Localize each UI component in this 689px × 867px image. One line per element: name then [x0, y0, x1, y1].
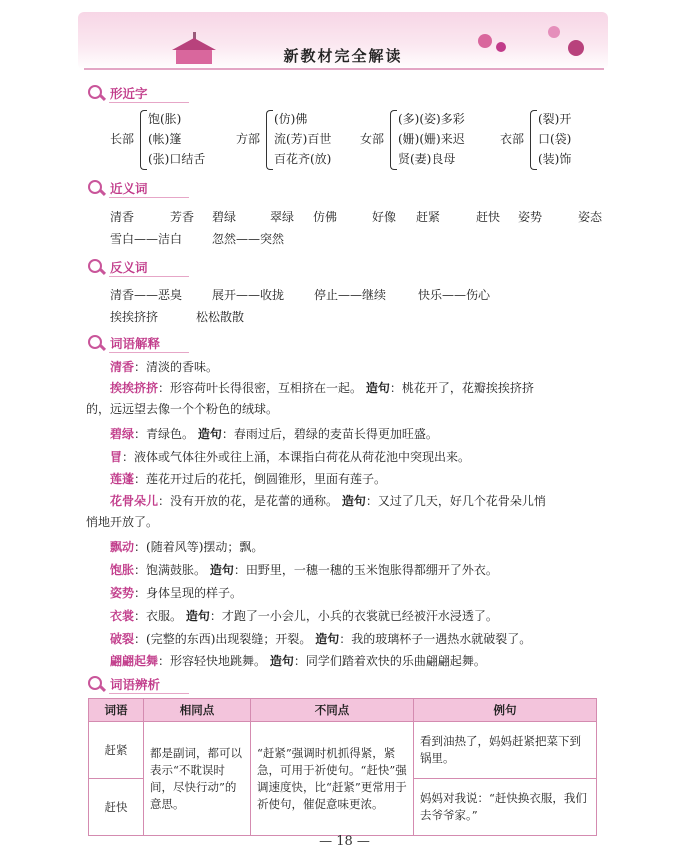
definition-entry: 姿势：身体呈现的样子。	[110, 586, 243, 600]
radical-label: 女部	[360, 132, 385, 146]
antonym-word: 挨挨挤挤	[110, 310, 159, 324]
definition-entry: 衣裳：衣服。 造句：才跑了一小会儿，小兵的衣裳就已经被汗水浸透了。	[110, 609, 498, 623]
definition-continuation: 的，远远望去像一个个粉色的绒球。	[86, 402, 279, 416]
word-item: 百花齐(放)	[274, 152, 332, 166]
section-heading-ciyujieshi: 词语解释	[86, 333, 160, 353]
column-header: 词语	[89, 699, 144, 722]
column-header: 例句	[414, 699, 597, 722]
synonym-pair: 忽然——突然	[212, 232, 285, 246]
definition-entry: 清香：清淡的香味。	[110, 360, 219, 374]
brace	[140, 110, 147, 170]
example-cell: 妈妈对我说：“赶快换衣服，我们去爷爷家。”	[414, 779, 597, 836]
definition-entry: 挨挨挤挤：形容荷叶长得很密，互相挤在一起。 造句：桃花开了，花瓣挨挨挤挤	[110, 381, 534, 395]
page-number: — 18 —	[319, 834, 370, 849]
magnifier-icon	[86, 83, 106, 103]
section-heading-ciyubianxi: 词语辨析	[86, 674, 160, 694]
section-heading-jinyici: 近义词	[86, 178, 148, 198]
brace	[390, 110, 397, 170]
synonym-word: 赶快	[476, 210, 501, 224]
word-item: (装)饰	[538, 152, 572, 166]
synonym-word: 好像	[372, 210, 397, 224]
balloon-decoration	[548, 26, 560, 38]
definition-entry: 飘动：(随着风等)摆动；飘。	[110, 540, 264, 554]
definition-entry: 破裂：(完整的东西)出现裂缝；开裂。 造句：我的玻璃杯子一遇热水就破裂了。	[110, 632, 532, 646]
brace	[530, 110, 537, 170]
definition-entry: 翩翩起舞：形容轻快地跳舞。 造句：同学们踏着欢快的乐曲翩翩起舞。	[110, 654, 486, 668]
synonym-word: 碧绿	[212, 210, 237, 224]
definition-entry: 花骨朵儿：没有开放的花，是花蕾的通称。 造句：又过了几天，好几个花骨朵儿悄	[110, 494, 546, 508]
radical-label: 衣部	[500, 132, 525, 146]
synonym-word: 仿佛	[313, 210, 338, 224]
example-cell: 看到油热了，妈妈赶紧把菜下到锅里。	[414, 722, 597, 779]
synonym-word: 清香	[110, 210, 135, 224]
synonym-word: 翠绿	[270, 210, 295, 224]
radical-label: 方部	[236, 132, 261, 146]
word-item: 贤(妻)良母	[398, 152, 456, 166]
word-item: (裂)开	[538, 112, 572, 126]
antonym-word: 松松散散	[196, 310, 245, 324]
same-cell: 都是副词，都可以表示“不耽误时间，尽快行动”的意思。	[144, 722, 251, 836]
magnifier-icon	[86, 178, 106, 198]
section-heading-fanyici: 反义词	[86, 257, 148, 277]
brace	[266, 110, 273, 170]
comparison-table	[88, 698, 597, 836]
diff-cell: “赶紧”强调时机抓得紧，紧急，可用于祈使句。“赶快”强调速度快，比“赶紧”更常用于祈使句，催促意味更浓。	[251, 722, 414, 836]
page-header	[78, 12, 608, 70]
header-divider	[84, 68, 604, 70]
synonym-word: 姿势	[518, 210, 543, 224]
synonym-word: 芳香	[170, 210, 195, 224]
antonym-pair: 展开——收拢	[212, 288, 285, 302]
word-item: (姗)(姗)来迟	[398, 132, 465, 146]
antonym-pair: 快乐——伤心	[418, 288, 491, 302]
word-item: 流(芳)百世	[274, 132, 332, 146]
word-item: (张)口结舌	[148, 152, 206, 166]
word-cell: 赶快	[89, 779, 144, 836]
synonym-word: 赶紧	[416, 210, 441, 224]
word-item: 饱(胀)	[148, 112, 182, 126]
magnifier-icon	[86, 333, 106, 353]
word-item: (多)(姿)多彩	[398, 112, 465, 126]
synonym-word: 姿态	[578, 210, 603, 224]
word-item: (帐)篷	[148, 132, 182, 146]
definition-entry: 莲蓬：莲花开过后的花托，倒圆锥形，里面有莲子。	[110, 472, 387, 486]
table-header-row	[89, 699, 597, 722]
definition-continuation: 悄地开放了。	[86, 515, 159, 529]
synonym-pair: 雪白——洁白	[110, 232, 183, 246]
table-row	[89, 722, 597, 779]
word-item: (仿)佛	[274, 112, 308, 126]
word-cell: 赶紧	[89, 722, 144, 779]
antonym-pair: 停止——继续	[314, 288, 387, 302]
definition-entry: 饱胀：饱满鼓胀。 造句：田野里，一穗一穗的玉米饱胀得都绷开了外衣。	[110, 563, 498, 577]
magnifier-icon	[86, 674, 106, 694]
radical-label: 长部	[110, 132, 135, 146]
column-header: 不同点	[251, 699, 414, 722]
header-title: 新教材完全解读	[283, 47, 403, 65]
definition-entry: 冒：液体或气体往外或往上涌，本课指白荷花从荷花池中突现出来。	[110, 450, 471, 464]
definition-entry: 碧绿：青绿色。 造句：春雨过后，碧绿的麦苗长得更加旺盛。	[110, 427, 438, 441]
magnifier-icon	[86, 257, 106, 277]
column-header: 相同点	[144, 699, 251, 722]
antonym-pair: 清香——恶臭	[110, 288, 183, 302]
section-heading-xingjinzi: 形近字	[86, 83, 148, 103]
word-item: 口(袋)	[538, 132, 572, 146]
